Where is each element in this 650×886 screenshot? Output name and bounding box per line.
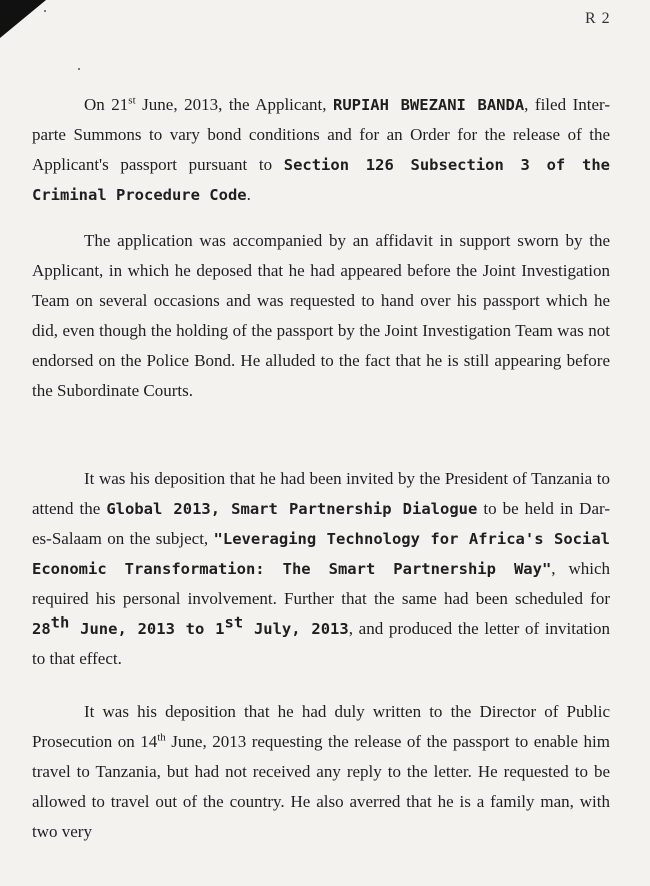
paragraph-2: The application was accompanied by an affidavit in support sworn by the Applicant, in which he deposed that he had appeared before the Joint Investigation Team on several occasions and was requested to hand over his passport which he did, even though the holding of the passport by the Joint Investigation Team was not endorsed on the Police Bond. He alluded to the fact that he is still appearing before the Subordinate Courts. bbox=[32, 231, 610, 400]
date-end-rest: July, 2013 bbox=[243, 620, 349, 638]
superscript: st bbox=[224, 613, 244, 632]
event-name: Global 2013, Smart Partnership Dialogue bbox=[106, 500, 478, 518]
text: June, 2013 requesting the release of the passport to enable him travel to Tanzania, but had not received any reply to the letter. He requested to be allowed to travel out of the country. He also averred that he is a family man, with two very bbox=[32, 732, 610, 841]
paragraph-3 bbox=[32, 464, 610, 674]
superscript: st bbox=[128, 94, 136, 107]
date-start-rest: June, 2013 to bbox=[69, 620, 205, 638]
page-number: R 2 bbox=[585, 10, 611, 27]
superscript: th bbox=[157, 731, 166, 744]
text: to be held in Dar-es-Salaam on the subject, bbox=[32, 499, 610, 548]
scan-speck bbox=[44, 10, 46, 12]
applicant-name: RUPIAH BWEZANI BANDA bbox=[332, 96, 525, 114]
text: , and produced the letter of invitation to that effect. bbox=[32, 619, 610, 668]
date-start: 28 bbox=[32, 620, 51, 638]
text: , filed Inter-parte Summons to vary bond conditions and for an Order for the release of the Applicant's passport pursuant to bbox=[32, 95, 610, 174]
scan-speck bbox=[78, 68, 80, 70]
event-subject: "Leveraging Technology for Africa's Social Economic Transformation: The Smart Partnership Way" bbox=[32, 530, 610, 578]
scan-corner-shadow bbox=[0, 0, 46, 38]
paragraph-4 bbox=[32, 697, 610, 847]
text: On 21 bbox=[84, 95, 129, 114]
statute-reference: Section 126 Subsection 3 of the Criminal Procedure Code bbox=[32, 156, 610, 204]
text: . bbox=[246, 185, 251, 204]
text: June, 2013, the Applicant, bbox=[135, 95, 333, 114]
text: , which required his personal involvement. Further that the same had been scheduled for bbox=[32, 559, 610, 608]
superscript: th bbox=[50, 613, 70, 632]
text: It was his deposition that he had duly written to the Director of Public Prosecution on 14 bbox=[32, 702, 610, 751]
paragraph-1 bbox=[32, 90, 610, 210]
date-end: 1 bbox=[204, 620, 225, 638]
text: It was his deposition that he had been invited by the President of Tanzania to attend the bbox=[32, 469, 610, 518]
